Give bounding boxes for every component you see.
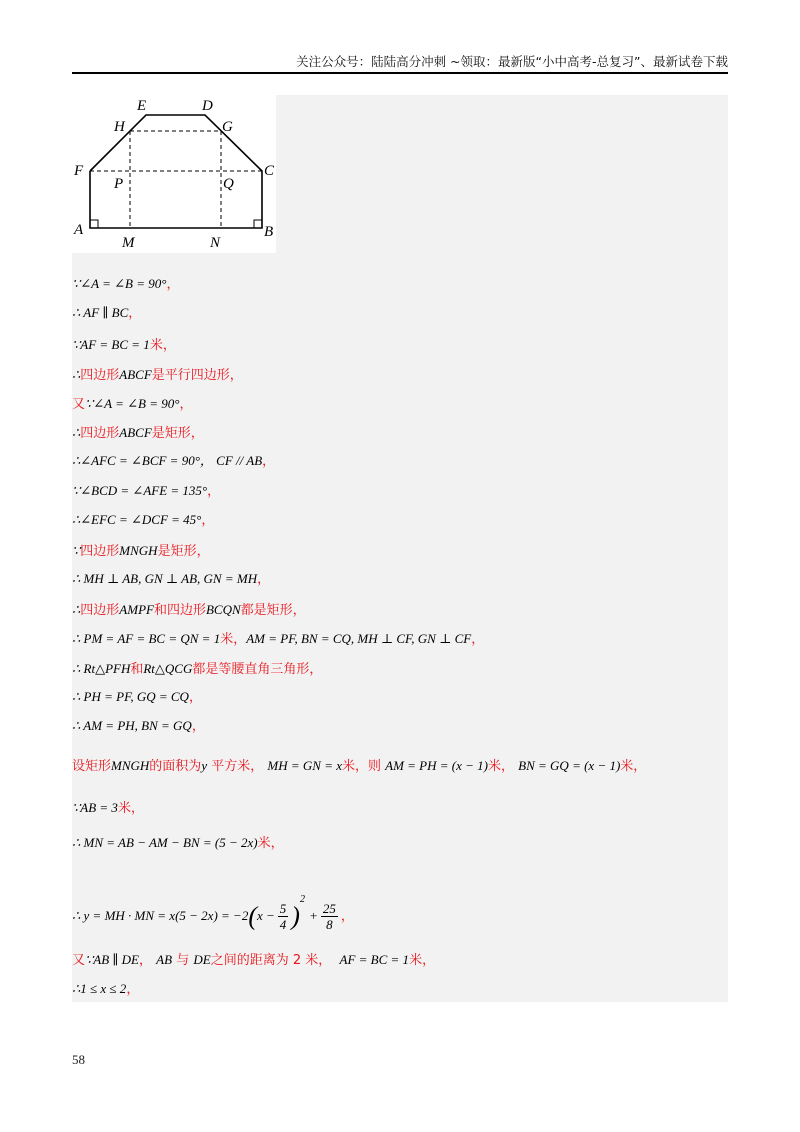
math: ∵∠BCD = ∠AFE = 135° [72, 483, 208, 498]
red-text: 四边形 [80, 426, 120, 441]
math: x − [257, 908, 275, 923]
solution-content [72, 95, 728, 1002]
red-text: 是矩形， [151, 426, 204, 441]
proof-line-9 [72, 510, 214, 531]
red-text: 平方米， [211, 759, 264, 774]
red-text: ， [201, 513, 215, 528]
math: BCQN [205, 602, 241, 617]
label-g: G [222, 119, 233, 135]
math: ∴ [72, 425, 81, 440]
math: ABCF [119, 367, 152, 382]
proof-line-15 [72, 687, 202, 708]
fraction-numerator: 25 [322, 901, 336, 916]
proof-line-22 [72, 979, 139, 1000]
math: MNGH [119, 543, 158, 558]
red-text: 米， [149, 338, 176, 353]
geometry-diagram [72, 95, 276, 253]
red-text: ， [340, 909, 354, 924]
math: ∴ PM = AF = BC = QN = 1 [72, 631, 221, 646]
red-text: ， [179, 397, 193, 412]
geometry-figure [72, 95, 276, 253]
exponent: 2 [299, 894, 305, 905]
math: MNGH [111, 758, 150, 773]
red-text: 四边形 [80, 603, 120, 618]
math: ∴ [72, 367, 81, 382]
proof-line-8 [72, 481, 220, 502]
math: AMPF [119, 602, 154, 617]
math: y [201, 758, 208, 773]
red-text: 和四边形 [153, 603, 206, 618]
red-text: 四边形 [80, 544, 120, 559]
proof-line-12 [72, 600, 306, 621]
proof-line-19 [72, 833, 284, 854]
math: ∴ AF ∥ BC [72, 305, 129, 320]
proof-line-4 [72, 365, 243, 386]
math: ∴ AM = PH, BN = GQ [72, 718, 192, 733]
label-a: A [74, 222, 84, 238]
math: ∵∠A = ∠B = 90° [85, 396, 180, 411]
math: AM = PH = (x − 1) [385, 758, 488, 773]
red-text: ， [262, 454, 276, 469]
label-p: P [114, 176, 124, 192]
label-m: M [122, 235, 135, 251]
fraction-25-8 [321, 901, 338, 932]
math: ∵AF = BC = 1 [72, 337, 150, 352]
math: MH = GN = x [267, 758, 342, 773]
label-c: C [264, 163, 275, 179]
red-text: 是矩形， [157, 544, 210, 559]
close-paren: ) [291, 901, 300, 931]
label-d: D [202, 98, 213, 114]
proof-line-3 [72, 335, 176, 356]
header-rule [72, 72, 728, 74]
proof-line-14 [72, 659, 322, 680]
red-text: ， [188, 690, 202, 705]
red-text: ， [191, 719, 205, 734]
red-text: ， [139, 953, 153, 968]
proof-line-18 [72, 798, 144, 819]
label-e: E [137, 98, 147, 114]
red-text: 又 [72, 953, 86, 968]
label-q: Q [223, 176, 234, 192]
math: ∴1 ≤ x ≤ 2 [72, 981, 127, 996]
fraction-5-4 [278, 901, 289, 932]
page-number: 58 [72, 1052, 85, 1067]
open-paren: ( [248, 901, 257, 931]
math: ABCF [119, 425, 152, 440]
red-text: ， [166, 277, 180, 292]
red-text: 与 [176, 953, 190, 968]
proof-line-2 [72, 303, 141, 324]
math: AM = PF, BN = CQ, MH ⊥ CF, GN ⊥ CF [246, 631, 472, 646]
fraction-denominator: 8 [326, 917, 333, 932]
red-text: 米， [257, 836, 284, 851]
page-header: 关注公众号：陆陆高分冲刺 ~领取：最新版“小中高考-总复习”、最新试卷下载 [296, 54, 728, 69]
red-text: 又 [72, 397, 86, 412]
math: ∵AB ∥ DE [85, 952, 140, 967]
label-h: H [114, 119, 125, 135]
proof-line-1 [72, 274, 179, 295]
red-text: 都是矩形， [240, 603, 306, 618]
math: Rt△QCG [143, 661, 193, 676]
red-text: ， [471, 632, 485, 647]
proof-line-6 [72, 423, 204, 444]
math: BN = GQ = (x − 1) [518, 758, 621, 773]
red-text: 米， [220, 632, 247, 647]
red-text: ， [207, 484, 221, 499]
math: ∴ y = MH · MN = x(5 − 2x) = −2 [72, 908, 249, 923]
red-text: 米， [409, 953, 436, 968]
math: ∵∠A = ∠B = 90° [72, 276, 167, 291]
math: ∴ MN = AB − AM − BN = (5 − 2x) [72, 835, 258, 850]
right-angle-b [254, 220, 262, 228]
proof-line-20 [72, 880, 354, 932]
red-text: ， [257, 572, 271, 587]
red-text: ， [126, 982, 140, 997]
red-text: 之间的距离为 2 米， [210, 953, 332, 968]
proof-line-10 [72, 541, 210, 562]
proof-line-11 [72, 569, 270, 590]
fraction-numerator: 5 [279, 901, 287, 916]
math: DE [193, 952, 211, 967]
proof-line-5 [72, 394, 192, 415]
label-f: F [74, 163, 84, 179]
label-n: N [210, 235, 221, 251]
proof-line-21 [72, 950, 435, 971]
red-text: 米，则 [341, 759, 381, 774]
math: ∴∠EFC = ∠DCF = 45° [72, 512, 202, 527]
red-text: 的面积为 [149, 759, 202, 774]
right-angle-a [90, 220, 98, 228]
math: AF = BC = 1 [339, 952, 410, 967]
math: ∵AB = 3 [72, 800, 118, 815]
math: ∴ Rt△PFH [72, 661, 131, 676]
fraction-denominator: 4 [279, 917, 287, 932]
red-text: ， [128, 306, 142, 321]
proof-line-7 [72, 451, 275, 472]
red-text: 和 [130, 662, 144, 677]
math: ∵ [72, 543, 81, 558]
proof-line-16 [72, 716, 205, 737]
proof-line-13 [72, 629, 484, 650]
red-text: 米， [117, 801, 144, 816]
red-text: 米， [488, 759, 515, 774]
red-text: 米， [620, 759, 647, 774]
red-text: 四边形 [80, 368, 120, 383]
math: + [309, 908, 318, 923]
math: ∴∠AFC = ∠BCF = 90°， CF // AB [72, 453, 263, 468]
proof-line-17 [72, 756, 646, 777]
math: ∴ [72, 602, 81, 617]
red-text: 是平行四边形， [151, 368, 243, 383]
math: ∴ PH = PF, GQ = CQ [72, 689, 189, 704]
label-b: B [264, 224, 274, 240]
math: ∴ MH ⊥ AB, GN ⊥ AB, GN = MH [72, 571, 258, 586]
red-text: 都是等腰直角三角形， [192, 662, 323, 677]
math: AB [156, 952, 173, 967]
red-text: 设矩形 [72, 759, 112, 774]
